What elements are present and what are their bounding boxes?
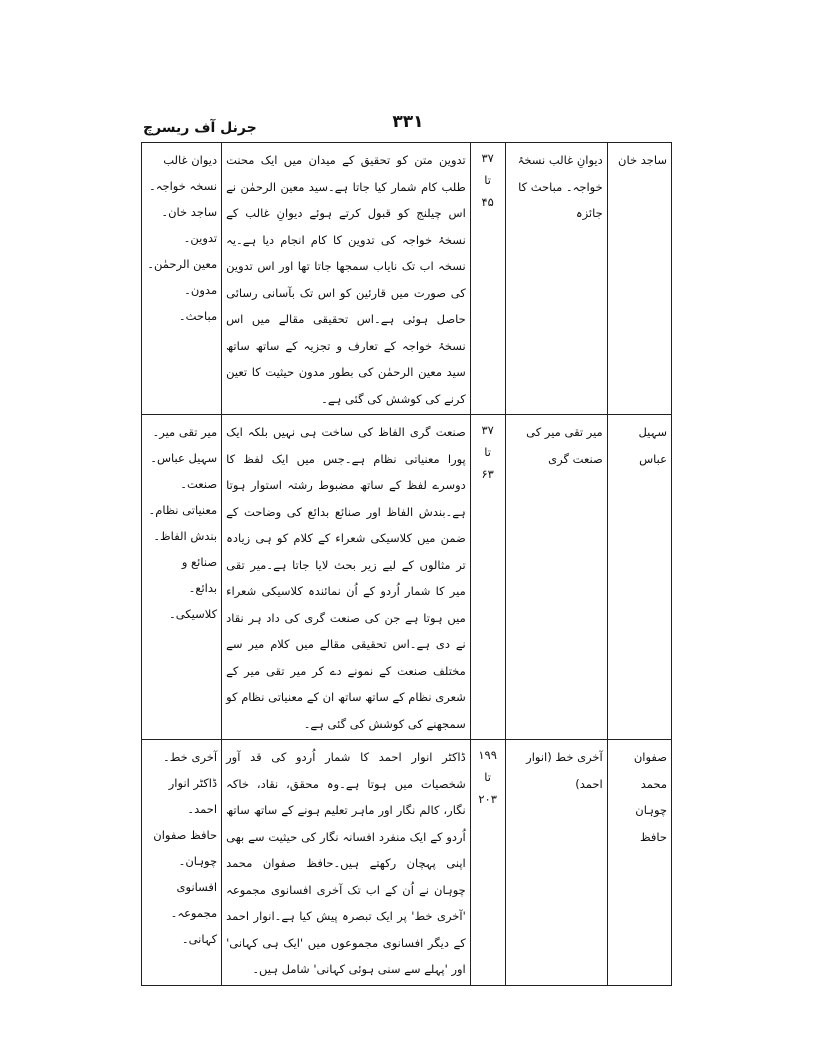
pages-cell [470,143,505,415]
summary-cell: تدوین متن کو تحقیق کے میدان میں ایک محنت طلب کام شمار کیا جاتا ہے۔سید معین الرحمٰن نے اس چیلنج کو قبول کرتے ہوئے دیوانِ غالب کے نسخۂ خواجہ کی تدوین کا کام انجام دیا ہے۔یہ نسخہ اب تک نایاب سمجھا جاتا تھا اور اس تدوین کی صورت میں قارئین کو اس تک بآسانی رسائی حاصل ہوئی ہے۔اس تحقیقی مقالے میں اس نسخۂ خواجہ کے تعارف و تجزیہ کے ساتھ ساتھ سید معین الرحمٰن کی بطور مدون حیثیت کا تعین کرنے کی کوشش کی گئی ہے۔ [222,143,471,415]
title-cell: دیوانِ غالب نسخۂ خواجہ۔ مباحث کا جائزہ [505,143,607,415]
keyword: حافظ صفوان چوہان۔ [153,828,218,868]
author-cell: سہیل عباس [607,415,671,740]
pages-cell [470,740,505,986]
summary-cell: صنعت گری الفاظ کی ساخت ہی نہیں بلکہ ایک پورا معنیاتی نظام ہے۔جس میں ایک لفظ کا دوسرے لفظ کے ساتھ مضبوط رشتہ استوار ہوتا ہے۔بندش الفاظ اور صنائع بدائع کی وضاحت کے ضمن میں کلاسیکی شعراء کے کلام کو ہی زیادہ تر مثالوں کے لیے زیر بحث لایا جاتا ہے۔میر تقی میر کا شمار اُردو کے اُن نمائندہ کلاسیکی شعراء میں ہوتا ہے جن کی صنعت گری کی داد ہر نقاد نے دی ہے۔اس تحقیقی مقالے میں کلام میر سے مختلف صنعت کے نمونے دے کر میر تقی میر کے شعری نظام کے ساتھ ساتھ ان کے معنیاتی نظام کو سمجھنے کی کوشش کی گئی ہے۔ [222,415,471,740]
page-sep: تا [484,445,491,459]
keywords-cell [142,740,222,986]
title-cell: میر تقی میر کی صنعت گری [505,415,607,740]
keyword: بدائع۔کلاسیکی۔ [168,581,218,621]
keyword: تدوین۔ [183,231,218,245]
keyword: ڈاکٹر انوار احمد۔ [168,776,218,816]
keyword: دیوان غالب نسخہ خواجہ۔ساجد خان۔ [149,153,218,219]
page-end: ۲۰۳ [478,792,497,806]
keyword: افسانوی مجموعہ۔ [170,880,218,920]
keyword: سہیل عباس۔ [150,451,218,465]
title-cell: آخری خط (انوار احمد) [505,740,607,986]
pages-cell [470,415,505,740]
author-cell: ساجد خان [607,143,671,415]
keyword: کہانی۔ [181,932,218,946]
page-sep: تا [484,173,491,187]
author-cell: صفوان محمد چوہان حافظ [607,740,671,986]
page-end: ۶۳ [481,467,494,481]
keyword: صنعت۔ [180,477,218,491]
page-start: ۱۹۹ [478,748,497,762]
keyword: معین الرحمٰن۔ [147,257,218,271]
table-row [142,143,672,415]
page-sep: تا [484,770,491,784]
keyword: آخری خط۔ [163,750,218,764]
table-row [142,415,672,740]
table-row [142,740,672,986]
page-end: ۴۵ [481,195,494,209]
keyword: بندش الفاظ۔صنائع و [153,529,218,569]
summary-cell: ڈاکٹر انوار احمد کا شمار اُردو کی قد آور شخصیات میں ہوتا ہے۔وہ محقق، نقاد، خاکہ نگار، کالم نگار اور ماہر تعلیم ہونے کے ساتھ ساتھ اُردو کے ایک منفرد افسانہ نگار کی حیثیت سے بھی اپنی پہچان رکھتے ہیں۔حافظ صفوان محمد چوہان نے اُن کے اب تک آخری افسانوی مجموعہ 'آخری خط' پر ایک تبصرہ پیش کیا ہے۔انوار احمد کے دیگر افسانوی مجموعوں میں 'ایک ہی کہانی' اور 'پہلے سے سنی ہوئی کہانی' شامل ہیں۔ [222,740,471,986]
articles-table [141,142,672,986]
page-start: ۳۷ [481,151,494,165]
keyword: مدون۔مباحث۔ [178,283,218,323]
journal-title: جرنل آف ریسرچ [143,120,257,136]
keywords-cell [142,143,222,415]
page-number: ۳۳۱ [392,112,424,132]
keyword: میر تقی میر۔ [152,425,218,439]
keywords-cell [142,415,222,740]
keyword: معنیاتی نظام۔ [148,503,218,517]
page-start: ۳۷ [481,423,494,437]
